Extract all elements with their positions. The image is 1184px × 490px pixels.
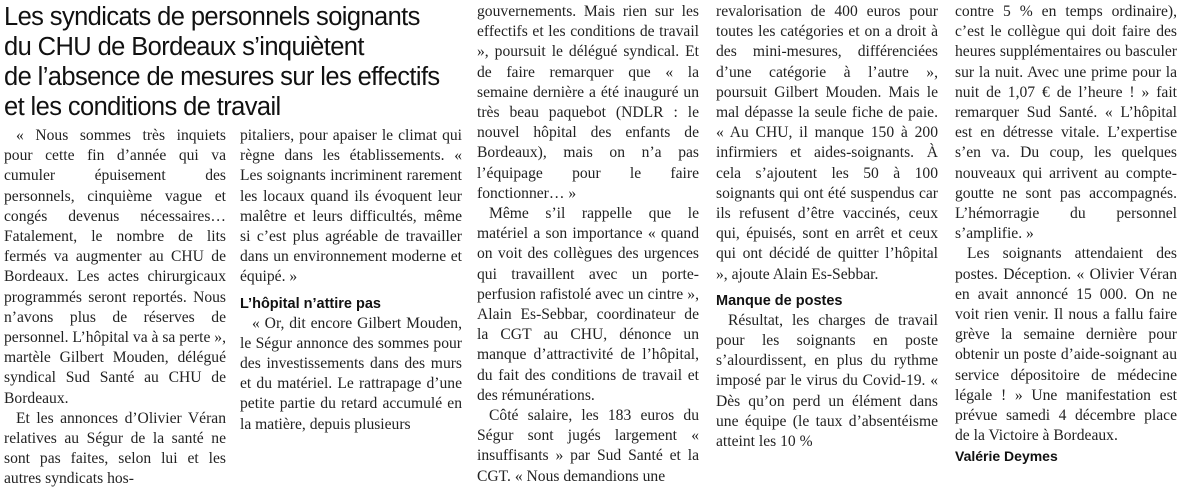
column-3 bbox=[477, 2, 699, 487]
paragraph: Les soignants attendaient des postes. Déception. « Olivier Véran en avait annoncé 15 000. On ne voit rien venir. Il nous a fallu faire grève la semaine dernière pour obtenir un poste d’aide-soignant au service dépositoire de médecine légale ! » Une manifestation est prévue samedi 4 décembre place de la Victoire à Bordeaux. bbox=[955, 245, 1177, 445]
column-5 bbox=[955, 2, 1177, 466]
column-1 bbox=[4, 126, 226, 490]
column-4 bbox=[716, 2, 938, 452]
author-signature: Valérie Deymes bbox=[955, 448, 1058, 465]
paragraph: contre 5 % en temps ordinaire), c’est le collègue qui doit faire des heures supplémentaires ou basculer sur la nuit. Avec une prime pour la nuit de 1,07 € de l’heure ! » fait remarquer Sud Santé. « L’hôpital est en détresse vitale. L’expertise s’en va. Du coup, les quelques nouveaux qui arrivent au compte-goutte ne sont pas accompagnés. L’hémorragie du personnel s’amplifie. » bbox=[955, 3, 1177, 243]
paragraph: Côté salaire, les 183 euros du Ségur sont jugés largement « insuffisants » par Sud Santé et la CGT. « Nous demandions une bbox=[477, 407, 699, 485]
paragraph: Résultat, les charges de travail pour les soignants en poste s’alourdissent, en plus du rythme imposé par le virus du Covid-19. « Dès qu’on perd un élément dans une équipe (le taux d’absentéisme atteint les 10 % bbox=[716, 311, 938, 451]
paragraph: Même s’il rappelle que le matériel a son importance « quand on voit des collègues des urgences qui travaillent avec un porte-perfusion rafistolé avec un cintre », Alain Es-Sebbar, coordinateur de la CGT au CHU, dénonce un manque d’attractivité de l’hôpital, du fait des conditions de travail et des rémunérations. bbox=[477, 205, 699, 404]
headline bbox=[4, 2, 444, 122]
paragraph: « Or, dit encore Gilbert Mouden, le Ségur annonce des sommes pour des investissements dans des murs et du matériel. Le rattrapage d’une petite partie du retard accumulé en la matière, depuis plusieurs bbox=[240, 314, 462, 433]
subheading: Manque de postes bbox=[716, 292, 843, 309]
headline-line: de l’absence de mesures sur les effectifs bbox=[4, 63, 440, 91]
paragraph: pitaliers, pour apaiser le climat qui règne dans les établissements. « Les soignants incriminent rarement les locaux quand ils évoquent leur malêtre et leurs difficultés, même si c’est plus agréable de travailler dans un environnement moderne et équipé. » bbox=[240, 127, 462, 286]
paragraph: revalorisation de 400 euros pour toutes les catégories et on a droit à des mini-mesures, différenciées d’une catégorie à l’autre », poursuit Gilbert Mouden. Mais le mal dépasse la seule fiche de paie. « Au CHU, il manque 150 à 200 infirmiers et aides-soignants. À cela s’ajoutent les 50 à 100 soignants qui ont été suspendus car ils refusent d’être vaccinés, ceux qui, épuisés, sont en arrêt et ceux qui ont décidé de quitter l’hôpital », ajoute Alain Es-Sebbar. bbox=[716, 3, 938, 283]
headline-line: Les syndicats de personnels soignants bbox=[4, 3, 420, 31]
paragraph: gouvernements. Mais rien sur les effectifs et les conditions de travail », poursuit le délégué syndical. Et de faire remarquer que « la semaine dernière a été inauguré un très beau paquebot (NDLR : le nouvel hôpital des enfants de Bordeaux), mais on n’a pas l’équipage pour le faire fonctionner… » bbox=[477, 3, 699, 202]
headline-line: et les conditions de travail bbox=[4, 93, 281, 121]
column-2 bbox=[240, 126, 462, 435]
paragraph: Et les annonces d’Olivier Véran relatives au Ségur de la santé ne sont pas faites, selon lui et les autres syndicats hos- bbox=[4, 409, 226, 488]
headline-line: du CHU de Bordeaux s’inquiètent bbox=[4, 33, 364, 61]
subheading: L’hôpital n’attire pas bbox=[240, 295, 381, 312]
paragraph: « Nous sommes très inquiets pour cette fin d’année qui va cumuler épuisement des personnels, cinquième vague et congés devenus nécessaires… Fatalement, le nombre de lits fermés va augmenter au CHU de Bordeaux. Les actes chirurgicaux programmés seront reportés. Nous n’avons plus de réserves de personnel. L’hôpital va à sa perte », martèle Gilbert Mouden, délégué syndical Sud Santé au CHU de Bordeaux. bbox=[4, 127, 226, 407]
